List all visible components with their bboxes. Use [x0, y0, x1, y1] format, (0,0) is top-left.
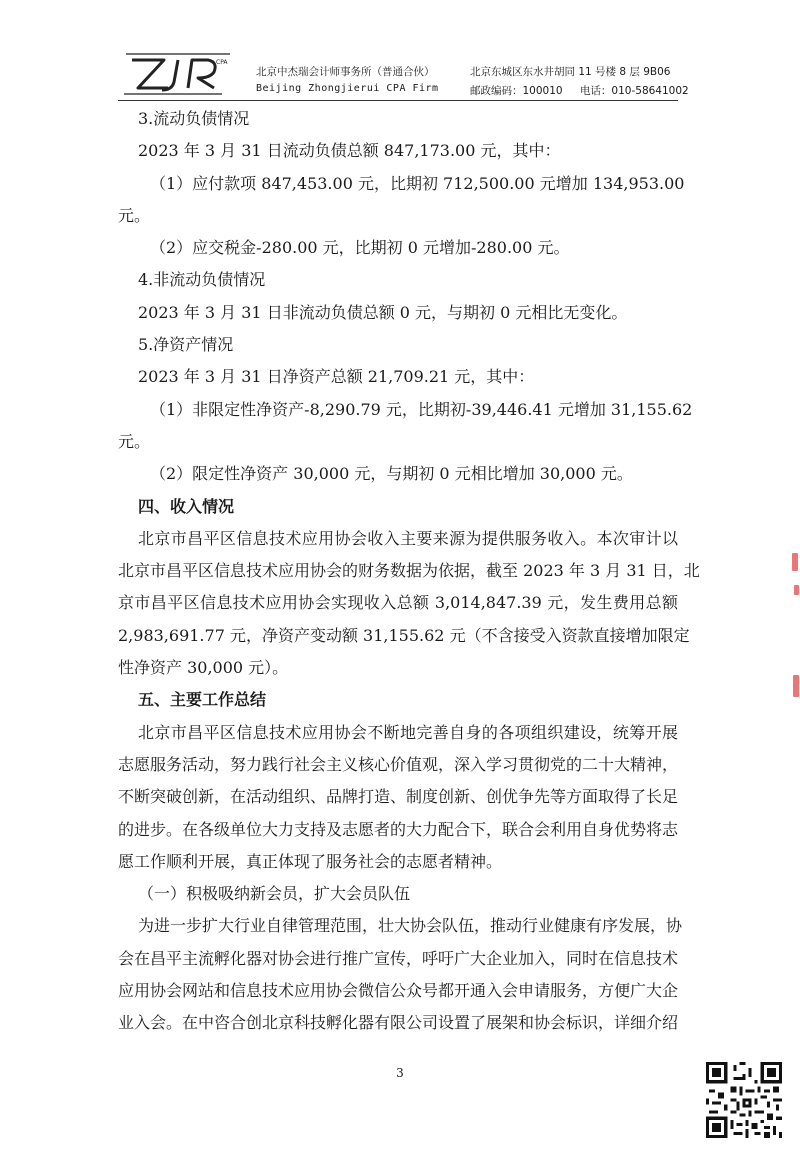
paragraph-line: 元。: [118, 205, 151, 225]
subheading: 3.流动负债情况: [138, 109, 250, 128]
paragraph-line: 愿工作顺利开展，真正体现了服务社会的志愿者精神。: [118, 851, 503, 871]
subsection-heading: （一）积极吸纳新会员，扩大会员队伍: [138, 884, 411, 904]
paragraph-line: （2）限定性净资产 30,000 元，与期初 0 元相比增加 30,000 元。: [150, 464, 633, 484]
subheading: 5.净资产情况: [138, 335, 234, 355]
paragraph-line: 北京市昌平区信息技术应用协会的财务数据为依据，截至 2023 年 3 月 31 日，北: [118, 561, 700, 581]
seal-fragment: [794, 585, 799, 595]
firm-logo-icon: [118, 50, 236, 98]
paragraph-line: 北京市昌平区信息技术应用协会不断地完善自身的各项组织建设，统筹开展: [138, 722, 678, 742]
logo-sub: CPA: [216, 59, 228, 66]
qr-code-icon: [706, 1062, 782, 1138]
phone: 电话：010-58641002: [579, 85, 689, 97]
paragraph-line: 2023 年 3 月 31 日净资产总额 21,709.21 元，其中：: [138, 367, 535, 387]
paragraph-line: （1）应付款项 847,453.00 元，比期初 712,500.00 元增加 134,953.00: [150, 173, 685, 193]
paragraph-line: 志愿服务活动，努力践行社会主义核心价值观，深入学习贯彻党的二十大精神，: [118, 754, 679, 774]
paragraph-line: （1）非限定性净资产-8,290.79 元，比期初-39,446.41 元增加 31,155.62: [150, 399, 693, 419]
paragraph-line: 应用协会网站和信息技术应用协会微信公众号都开通入会申请服务，方便广大企: [118, 981, 679, 1001]
paragraph-line: 性净资产 30,000 元）。: [118, 658, 289, 678]
paragraph-line: 为进一步扩大行业自律管理范围，壮大协会队伍，推动行业健康有序发展，协: [138, 916, 683, 936]
firm-name-cn: 北京中杰瑞会计师事务所（普通合伙）: [256, 66, 435, 78]
paragraph-line: 2,983,691.77 元，净资产变动额 31,155.62 元（不含接受入资款直接增加限定: [118, 625, 690, 645]
subheading: 4.非流动负债情况: [138, 270, 266, 290]
paragraph-line: 2023 年 3 月 31 日流动负债总额 847,173.00 元，其中：: [138, 141, 561, 161]
letterhead: [118, 50, 689, 102]
paragraph-line: 北京市昌平区信息技术应用协会收入主要来源为提供服务收入。本次审计以: [138, 528, 678, 548]
postcode: 邮政编码：100010: [470, 85, 563, 97]
paragraph-line: （2）应交税金-280.00 元，比期初 0 元增加-280.00 元。: [150, 238, 570, 258]
paragraph-line: 的进步。在各级单位大力支持及志愿者的大力配合下，联合会利用自身优势将志: [118, 819, 679, 839]
header-divider: [118, 100, 678, 101]
section-heading: 五、主要工作总结: [138, 690, 267, 710]
firm-address: 北京东城区东水井胡同 11 号楼 8 层 9B06: [470, 66, 671, 78]
section-heading: 四、收入情况: [138, 496, 235, 516]
seal-fragment: [793, 675, 799, 697]
paragraph-line: 不断突破创新，在活动组织、品牌打造、制度创新、创优争先等方面取得了长足: [118, 787, 679, 807]
paragraph-line: 业入会。在中咨合创北京科技孵化器有限公司设置了展架和协会标识，详细介绍: [118, 1013, 679, 1033]
firm-name-en: Beijing Zhongjierui CPA Firm: [256, 83, 439, 94]
paragraph-line: 会在昌平主流孵化器对协会进行推广宣传，呼吁广大企业加入，同时在信息技术: [118, 948, 679, 968]
firm-contact: [470, 83, 703, 98]
page-number: 3: [396, 1066, 404, 1080]
paragraph-line: 元。: [118, 431, 151, 451]
paragraph-line: 京市昌平区信息技术应用协会实现收入总额 3,014,847.39 元，发生费用总额: [118, 593, 678, 613]
seal-fragment: [792, 553, 798, 571]
paragraph-line: 2023 年 3 月 31 日非流动负债总额 0 元，与期初 0 元相比无变化。: [138, 302, 628, 322]
report-body: [118, 103, 700, 1040]
